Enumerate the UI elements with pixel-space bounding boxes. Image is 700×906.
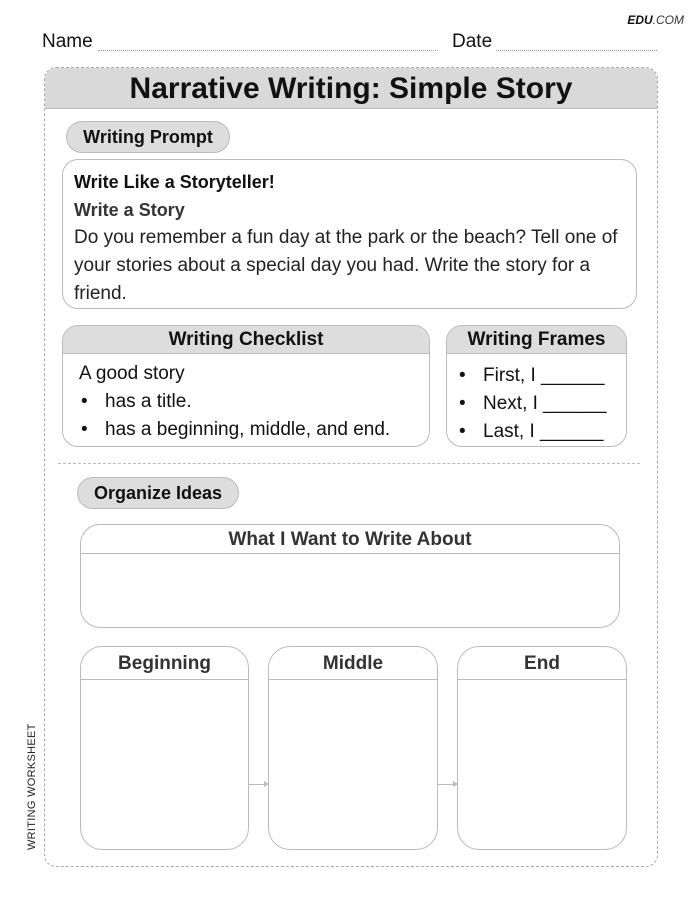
name-field[interactable] bbox=[98, 50, 438, 51]
prompt-subheading: Write a Story bbox=[74, 200, 185, 220]
checklist-item: • has a title. bbox=[79, 388, 413, 416]
end-box[interactable] bbox=[457, 646, 627, 850]
name-label: Name bbox=[42, 31, 93, 52]
date-label: Date bbox=[452, 31, 493, 52]
end-label: End bbox=[458, 647, 626, 680]
checklist-box bbox=[62, 325, 430, 447]
brand-rest: .COM bbox=[652, 13, 684, 27]
prompt-heading: Write Like a Storyteller! bbox=[74, 172, 275, 192]
frames-box bbox=[446, 325, 627, 447]
checklist-intro: A good story bbox=[79, 363, 185, 384]
topic-label: What I Want to Write About bbox=[81, 525, 619, 554]
brand-bold: EDU bbox=[627, 13, 653, 27]
checklist-item: • has a beginning, middle, and end. bbox=[79, 416, 413, 444]
middle-box[interactable] bbox=[268, 646, 438, 850]
arrow-right-icon bbox=[438, 784, 454, 785]
frame-item: • Next, I ______ bbox=[457, 390, 626, 418]
prompt-box bbox=[62, 159, 637, 309]
brand-logo bbox=[627, 13, 684, 27]
topic-box[interactable] bbox=[80, 524, 620, 628]
checklist-title: Writing Checklist bbox=[63, 326, 429, 354]
prompt-body: Do you remember a fun day at the park or the beach? Tell one of your stories about a special day you had. Write the story for a friend. bbox=[74, 227, 618, 304]
side-label: WRITING WORKSHEET bbox=[26, 723, 38, 850]
frames-title: Writing Frames bbox=[447, 326, 626, 354]
arrow-right-icon bbox=[249, 784, 265, 785]
middle-label: Middle bbox=[269, 647, 437, 680]
beginning-box[interactable] bbox=[80, 646, 249, 850]
frame-item: • Last, I ______ bbox=[457, 418, 626, 446]
date-field[interactable] bbox=[496, 50, 657, 51]
frame-item: • First, I ______ bbox=[457, 362, 626, 390]
section-divider bbox=[58, 463, 640, 464]
writing-prompt-pill: Writing Prompt bbox=[66, 121, 230, 153]
page-title: Narrative Writing: Simple Story bbox=[45, 68, 657, 109]
organize-ideas-pill: Organize Ideas bbox=[77, 477, 239, 509]
beginning-label: Beginning bbox=[81, 647, 248, 680]
